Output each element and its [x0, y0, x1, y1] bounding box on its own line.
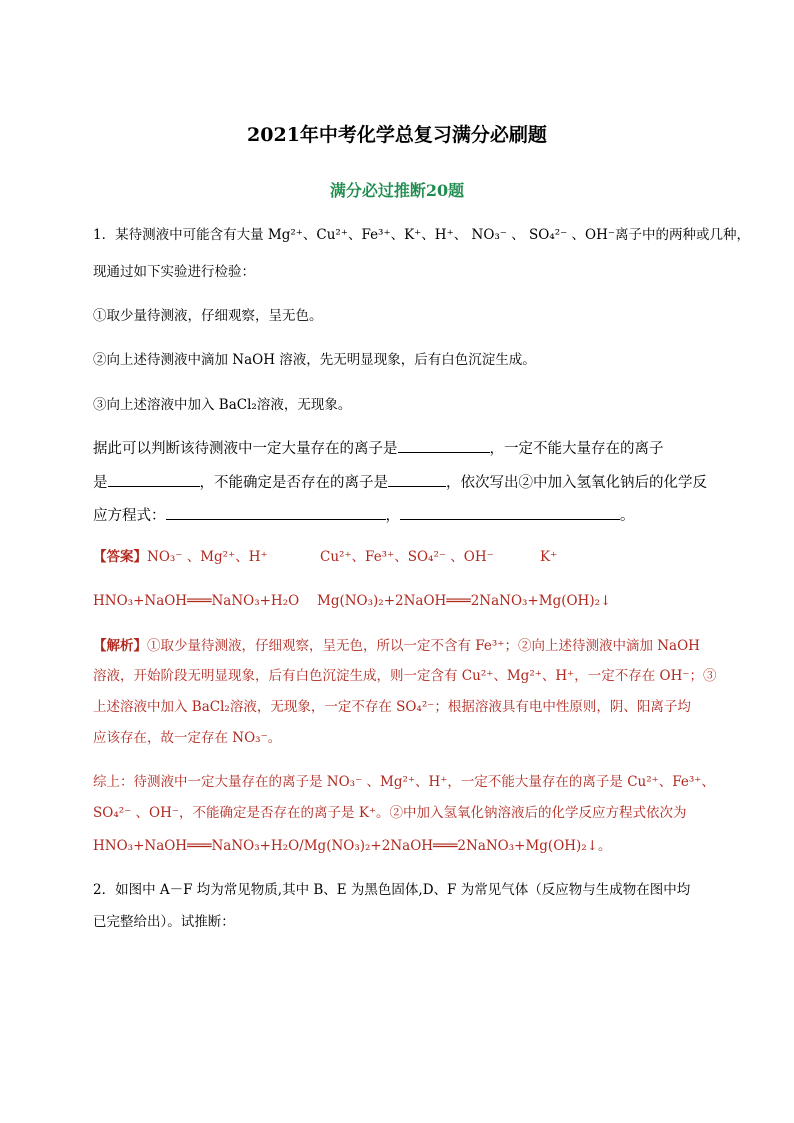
answer-blank-2[interactable]: [108, 472, 200, 487]
q1-ask-text-b: ，一定不能大量存在的离子: [489, 441, 664, 457]
answer-part2: Cu²⁺、Fe³⁺、SO₄²⁻ 、OH⁻: [320, 549, 494, 565]
q1-ask-line3: [93, 505, 635, 526]
page-subtitle: 满分必过推断20题: [329, 181, 465, 200]
analysis-line4: 应该存在，故一定存在 NO₃⁻。: [93, 730, 282, 746]
q1-ask-line1: [93, 438, 664, 459]
answer-blank-5[interactable]: [400, 505, 620, 520]
analysis-line1: [93, 636, 700, 656]
q1-step2: ②向上述待测液中滴加 NaOH 溶液，先无明显现象，后有白色沉淀生成。: [93, 352, 536, 368]
q1-ask-text-a: 据此可以判断该待测液中一定大量存在的离子是: [93, 441, 398, 457]
answer-label: 【答案】: [93, 549, 147, 565]
q1-ask-text-d: ，不能确定是否存在的离子是: [199, 475, 388, 491]
page-title: 2021年中考化学总复习满分必刷题: [247, 124, 547, 146]
q1-stem-line1: 1．某待测液中可能含有大量 Mg²⁺、Cu²⁺、Fe³⁺、K⁺、H⁺、 NO₃⁻ 、 SO₄²⁻ 、OH⁻离子中的两种或几种，: [93, 227, 751, 243]
analysis-line3: 上述溶液中加入 BaCl₂溶液，无现象，一定不存在 SO₄²⁻；根据溶液具有电中性原则，阴、阳离子均: [93, 699, 691, 715]
answer-equation-1: HNO₃+NaOH═══NaNO₃+H₂O: [93, 593, 300, 609]
q2-line2: 已完整给出）。试推断：: [93, 914, 235, 930]
answer-equation-2: Mg(NO₃)₂+2NaOH═══2NaNO₃+Mg(OH)₂↓: [317, 593, 612, 609]
analysis-summary-1: 综上：待测液中一定大量存在的离子是 NO₃⁻ 、Mg²⁺、H⁺，一定不能大量存在的离子是 Cu²⁺、Fe³⁺、: [93, 774, 715, 790]
q1-step1: ①取少量待测液，仔细观察，呈无色。: [93, 308, 323, 324]
q1-stem-line2: 现通过如下实验进行检验：: [93, 264, 255, 280]
q1-ask-text-g: ，: [385, 508, 400, 524]
analysis-summary-3: HNO₃+NaOH═══NaNO₃+H₂O/Mg(NO₃)₂+2NaOH═══2NaNO₃+Mg(OH)₂↓。: [93, 838, 612, 854]
q1-ask-text-c: 是: [93, 475, 108, 491]
analysis-text-1: ①取少量待测液，仔细观察，呈无色，所以一定不含有 Fe³⁺；②向上述待测液中滴加 NaOH: [147, 638, 700, 654]
answer-part3: K⁺: [540, 549, 558, 565]
answer-blank-4[interactable]: [166, 505, 386, 520]
q1-ask-line2: [93, 472, 707, 493]
q1-ask-text-e: ，依次写出②中加入氢氧化钠后的化学反: [446, 475, 707, 491]
answer-blank-3[interactable]: [388, 472, 446, 487]
analysis-label: 【解析】: [93, 638, 147, 654]
q1-step3: ③向上述溶液中加入 BaCl₂溶液，无现象。: [93, 397, 352, 413]
q2-line1: 2．如图中 A－F 均为常见物质,其中 B、E 为黑色固体,D、F 为常见气体（反应物与生成物在图中均: [93, 882, 691, 898]
analysis-line2: 溶液，开始阶段无明显现象，后有白色沉淀生成，则一定含有 Cu²⁺、Mg²⁺、H⁺，一定不存在 OH⁻；③: [93, 668, 717, 684]
analysis-summary-2: SO₄²⁻ 、OH⁻，不能确定是否存在的离子是 K⁺。②中加入氢氧化钠溶液后的化学反应方程式依次为: [93, 805, 687, 821]
answer-line1: [93, 547, 268, 567]
answer-blank-1[interactable]: [398, 438, 490, 453]
q1-ask-text-f: 应方程式：: [93, 508, 166, 524]
answer-part1: NO₃⁻ 、Mg²⁺、H⁺: [147, 549, 268, 565]
q1-ask-text-h: 。: [620, 508, 635, 524]
